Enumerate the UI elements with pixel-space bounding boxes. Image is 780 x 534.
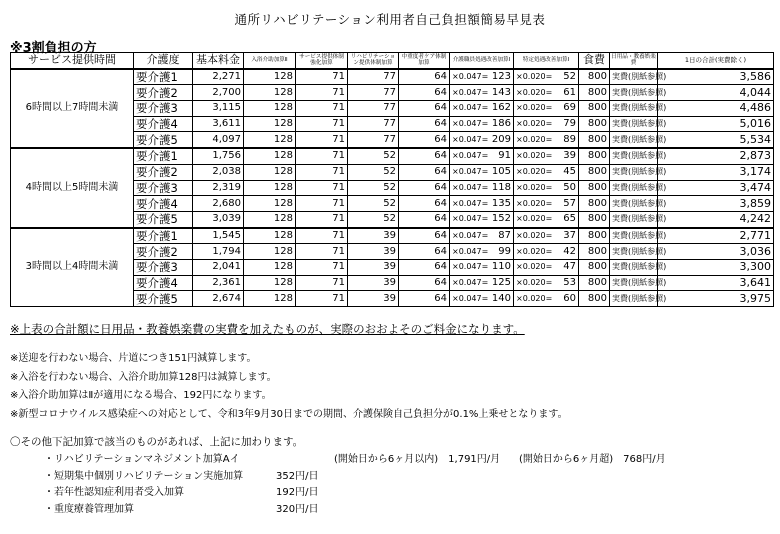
meal-cell: 800 bbox=[579, 180, 610, 196]
staff-improve-cell: 162 bbox=[488, 101, 514, 117]
service-system-cell: 71 bbox=[296, 275, 348, 291]
staff-multiplier-cell: ×0.047= bbox=[450, 228, 488, 244]
special-multiplier-cell: ×0.020= bbox=[514, 180, 556, 196]
special-improve-cell: 39 bbox=[556, 148, 579, 164]
addition-price: 192円/日 bbox=[276, 487, 319, 498]
staff-improve-cell: 87 bbox=[488, 228, 514, 244]
addition-label: ・リハビリテーションマネジメント加算Aイ bbox=[44, 454, 240, 465]
addition-price-after-6-months: (開始日から6ヶ月超) 768円/月 bbox=[519, 454, 666, 465]
meal-cell: 800 bbox=[579, 116, 610, 132]
daily-total-cell: 3,586 bbox=[658, 69, 774, 85]
addition-label: ・若年性認知症利用者受入加算 bbox=[44, 487, 184, 498]
base-fee-cell: 2,038 bbox=[193, 164, 244, 180]
daily-total-cell: 4,486 bbox=[658, 101, 774, 117]
base-fee-cell: 2,680 bbox=[193, 196, 244, 212]
bath-cell: 128 bbox=[244, 244, 296, 260]
daily-total-cell: 3,036 bbox=[658, 244, 774, 260]
daily-total-cell: 4,242 bbox=[658, 211, 774, 227]
daily-items-cell: 実費(別紙参照) bbox=[610, 291, 658, 307]
service-system-cell: 71 bbox=[296, 259, 348, 275]
care-level-cell: 要介護3 bbox=[134, 180, 193, 196]
header-staff-improve: 介護職員処遇改善加算Ⅰ bbox=[450, 53, 514, 69]
rehab-system-cell: 39 bbox=[348, 275, 399, 291]
meal-cell: 800 bbox=[579, 291, 610, 307]
staff-multiplier-cell: ×0.047= bbox=[450, 116, 488, 132]
special-multiplier-cell: ×0.020= bbox=[514, 259, 556, 275]
bath-cell: 128 bbox=[244, 259, 296, 275]
meal-cell: 800 bbox=[579, 69, 610, 85]
staff-improve-cell: 135 bbox=[488, 196, 514, 212]
staff-multiplier-cell: ×0.047= bbox=[450, 291, 488, 307]
staff-improve-cell: 125 bbox=[488, 275, 514, 291]
rehab-system-cell: 39 bbox=[348, 291, 399, 307]
meal-cell: 800 bbox=[579, 211, 610, 227]
special-improve-cell: 42 bbox=[556, 244, 579, 260]
header-bath: 入浴介助加算Ⅱ bbox=[244, 53, 296, 69]
staff-improve-cell: 110 bbox=[488, 259, 514, 275]
care-level-cell: 要介護2 bbox=[134, 164, 193, 180]
care-level-cell: 要介護5 bbox=[134, 291, 193, 307]
meal-cell: 800 bbox=[579, 101, 610, 117]
service-time-cell: 3時間以上4時間未満 bbox=[11, 228, 134, 307]
meal-cell: 800 bbox=[579, 148, 610, 164]
bath-cell: 128 bbox=[244, 132, 296, 148]
daily-total-cell: 3,859 bbox=[658, 196, 774, 212]
service-system-cell: 71 bbox=[296, 148, 348, 164]
daily-items-cell: 実費(別紙参照) bbox=[610, 85, 658, 101]
service-system-cell: 71 bbox=[296, 196, 348, 212]
header-daily-items: 日用品・教養娯楽費 bbox=[610, 53, 658, 69]
staff-improve-cell: 118 bbox=[488, 180, 514, 196]
staff-multiplier-cell: ×0.047= bbox=[450, 244, 488, 260]
care-level-cell: 要介護5 bbox=[134, 132, 193, 148]
staff-multiplier-cell: ×0.047= bbox=[450, 101, 488, 117]
special-multiplier-cell: ×0.020= bbox=[514, 244, 556, 260]
base-fee-cell: 1,756 bbox=[193, 148, 244, 164]
special-improve-cell: 60 bbox=[556, 291, 579, 307]
base-fee-cell: 2,361 bbox=[193, 275, 244, 291]
bath-cell: 128 bbox=[244, 116, 296, 132]
staff-multiplier-cell: ×0.047= bbox=[450, 211, 488, 227]
daily-total-cell: 3,474 bbox=[658, 180, 774, 196]
table-header-row bbox=[11, 53, 774, 69]
special-improve-cell: 45 bbox=[556, 164, 579, 180]
severe-care-cell: 64 bbox=[399, 196, 450, 212]
staff-improve-cell: 91 bbox=[488, 148, 514, 164]
severe-care-cell: 64 bbox=[399, 291, 450, 307]
bath-cell: 128 bbox=[244, 164, 296, 180]
special-improve-cell: 50 bbox=[556, 180, 579, 196]
service-system-cell: 71 bbox=[296, 116, 348, 132]
severe-care-cell: 64 bbox=[399, 132, 450, 148]
base-fee-cell: 2,700 bbox=[193, 85, 244, 101]
bath-cell: 128 bbox=[244, 69, 296, 85]
rehab-system-cell: 52 bbox=[348, 211, 399, 227]
rehab-system-cell: 39 bbox=[348, 228, 399, 244]
table-row bbox=[11, 69, 774, 85]
note-item: ※入浴介助加算はⅡが適用になる場合、192円になります。 bbox=[10, 390, 272, 401]
base-fee-cell: 1,545 bbox=[193, 228, 244, 244]
daily-items-cell: 実費(別紙参照) bbox=[610, 164, 658, 180]
severe-care-cell: 64 bbox=[399, 211, 450, 227]
severe-care-cell: 64 bbox=[399, 164, 450, 180]
special-improve-cell: 52 bbox=[556, 69, 579, 85]
care-level-cell: 要介護3 bbox=[134, 259, 193, 275]
table-row bbox=[11, 148, 774, 164]
base-fee-cell: 4,097 bbox=[193, 132, 244, 148]
rehab-system-cell: 77 bbox=[348, 116, 399, 132]
base-fee-cell: 1,794 bbox=[193, 244, 244, 260]
staff-improve-cell: 186 bbox=[488, 116, 514, 132]
header-special-improve: 特定処遇改善加算Ⅰ bbox=[514, 53, 579, 69]
daily-items-cell: 実費(別紙参照) bbox=[610, 180, 658, 196]
severe-care-cell: 64 bbox=[399, 148, 450, 164]
staff-multiplier-cell: ×0.047= bbox=[450, 275, 488, 291]
special-multiplier-cell: ×0.020= bbox=[514, 85, 556, 101]
rehab-system-cell: 52 bbox=[348, 196, 399, 212]
service-system-cell: 71 bbox=[296, 244, 348, 260]
staff-multiplier-cell: ×0.047= bbox=[450, 85, 488, 101]
staff-multiplier-cell: ×0.047= bbox=[450, 259, 488, 275]
staff-multiplier-cell: ×0.047= bbox=[450, 196, 488, 212]
base-fee-cell: 3,115 bbox=[193, 101, 244, 117]
daily-total-cell: 5,534 bbox=[658, 132, 774, 148]
daily-total-cell: 3,300 bbox=[658, 259, 774, 275]
special-multiplier-cell: ×0.020= bbox=[514, 132, 556, 148]
service-time-cell: 4時間以上5時間未満 bbox=[11, 148, 134, 227]
daily-items-cell: 実費(別紙参照) bbox=[610, 196, 658, 212]
note-item: ※送迎を行わない場合、片道につき151円減算します。 bbox=[10, 353, 257, 364]
staff-improve-cell: 140 bbox=[488, 291, 514, 307]
service-system-cell: 71 bbox=[296, 69, 348, 85]
header-daily-total: 1日の合計(実費除く) bbox=[658, 53, 774, 69]
rehab-system-cell: 39 bbox=[348, 259, 399, 275]
rehab-system-cell: 77 bbox=[348, 132, 399, 148]
rehab-system-cell: 77 bbox=[348, 101, 399, 117]
service-system-cell: 71 bbox=[296, 132, 348, 148]
staff-multiplier-cell: ×0.047= bbox=[450, 180, 488, 196]
addition-label: ・重度療養管理加算 bbox=[44, 503, 134, 515]
header-care-level: 介護度 bbox=[134, 53, 193, 69]
daily-total-cell: 4,044 bbox=[658, 85, 774, 101]
bath-cell: 128 bbox=[244, 180, 296, 196]
daily-items-cell: 実費(別紙参照) bbox=[610, 101, 658, 117]
header-base-fee: 基本料金 bbox=[193, 53, 244, 69]
meal-cell: 800 bbox=[579, 85, 610, 101]
special-improve-cell: 65 bbox=[556, 211, 579, 227]
staff-improve-cell: 99 bbox=[488, 244, 514, 260]
base-fee-cell: 2,041 bbox=[193, 259, 244, 275]
service-system-cell: 71 bbox=[296, 228, 348, 244]
other-additions-heading: 〇その他下記加算で該当のものがあれば、上記に加わります。 bbox=[10, 436, 304, 448]
bath-cell: 128 bbox=[244, 85, 296, 101]
burden-ratio-heading: ※3割負担の方 bbox=[10, 41, 97, 56]
addition-price-within-6-months: (開始日から6ヶ月以内) 1,791円/月 bbox=[334, 454, 501, 465]
header-rehab-system: リハビリテーション提供体制加算 bbox=[348, 53, 399, 69]
care-level-cell: 要介護1 bbox=[134, 69, 193, 85]
severe-care-cell: 64 bbox=[399, 275, 450, 291]
service-time-cell: 6時間以上7時間未満 bbox=[11, 69, 134, 148]
special-improve-cell: 37 bbox=[556, 228, 579, 244]
care-level-cell: 要介護4 bbox=[134, 116, 193, 132]
special-improve-cell: 53 bbox=[556, 275, 579, 291]
severe-care-cell: 64 bbox=[399, 180, 450, 196]
bath-cell: 128 bbox=[244, 196, 296, 212]
daily-items-cell: 実費(別紙参照) bbox=[610, 132, 658, 148]
staff-improve-cell: 123 bbox=[488, 69, 514, 85]
page-title: 通所リハビリテーション利用者自己負担額簡易早見表 bbox=[234, 12, 546, 27]
severe-care-cell: 64 bbox=[399, 85, 450, 101]
service-system-cell: 71 bbox=[296, 85, 348, 101]
header-meal: 食費 bbox=[579, 53, 610, 69]
bath-cell: 128 bbox=[244, 228, 296, 244]
rehab-system-cell: 52 bbox=[348, 180, 399, 196]
rehab-system-cell: 39 bbox=[348, 244, 399, 260]
staff-improve-cell: 209 bbox=[488, 132, 514, 148]
fee-table bbox=[10, 52, 774, 307]
special-multiplier-cell: ×0.020= bbox=[514, 69, 556, 85]
severe-care-cell: 64 bbox=[399, 69, 450, 85]
bath-cell: 128 bbox=[244, 211, 296, 227]
bath-cell: 128 bbox=[244, 148, 296, 164]
header-severe-care: 中重度者ケア体制加算 bbox=[399, 53, 450, 69]
special-multiplier-cell: ×0.020= bbox=[514, 291, 556, 307]
staff-improve-cell: 152 bbox=[488, 211, 514, 227]
care-level-cell: 要介護2 bbox=[134, 85, 193, 101]
severe-care-cell: 64 bbox=[399, 228, 450, 244]
care-level-cell: 要介護4 bbox=[134, 196, 193, 212]
notes-list bbox=[10, 350, 568, 424]
header-service-time: サービス提供時間 bbox=[11, 53, 134, 69]
special-multiplier-cell: ×0.020= bbox=[514, 148, 556, 164]
rehab-system-cell: 77 bbox=[348, 69, 399, 85]
meal-cell: 800 bbox=[579, 196, 610, 212]
staff-multiplier-cell: ×0.047= bbox=[450, 69, 488, 85]
base-fee-cell: 3,611 bbox=[193, 116, 244, 132]
service-system-cell: 71 bbox=[296, 101, 348, 117]
care-level-cell: 要介護2 bbox=[134, 244, 193, 260]
staff-multiplier-cell: ×0.047= bbox=[450, 132, 488, 148]
base-fee-cell: 2,674 bbox=[193, 291, 244, 307]
bath-cell: 128 bbox=[244, 291, 296, 307]
care-level-cell: 要介護4 bbox=[134, 275, 193, 291]
service-system-cell: 71 bbox=[296, 180, 348, 196]
severe-care-cell: 64 bbox=[399, 116, 450, 132]
addition-label: ・短期集中個別リハビリテーション実施加算 bbox=[44, 470, 244, 482]
severe-care-cell: 64 bbox=[399, 259, 450, 275]
meal-cell: 800 bbox=[579, 164, 610, 180]
special-improve-cell: 57 bbox=[556, 196, 579, 212]
daily-items-cell: 実費(別紙参照) bbox=[610, 211, 658, 227]
special-multiplier-cell: ×0.020= bbox=[514, 228, 556, 244]
meal-cell: 800 bbox=[579, 259, 610, 275]
care-level-cell: 要介護1 bbox=[134, 148, 193, 164]
special-improve-cell: 69 bbox=[556, 101, 579, 117]
rehab-system-cell: 52 bbox=[348, 164, 399, 180]
daily-items-cell: 実費(別紙参照) bbox=[610, 148, 658, 164]
staff-multiplier-cell: ×0.047= bbox=[450, 148, 488, 164]
bath-cell: 128 bbox=[244, 101, 296, 117]
total-note: ※上表の合計額に日用品・教養娯楽費の実費を加えたものが、実際のおおよそのご料金になります。 bbox=[10, 322, 525, 336]
daily-items-cell: 実費(別紙参照) bbox=[610, 275, 658, 291]
daily-total-cell: 2,873 bbox=[658, 148, 774, 164]
severe-care-cell: 64 bbox=[399, 101, 450, 117]
meal-cell: 800 bbox=[579, 132, 610, 148]
special-improve-cell: 47 bbox=[556, 259, 579, 275]
note-item: ※入浴を行わない場合、入浴介助加算128円は減算します。 bbox=[10, 371, 277, 383]
service-system-cell: 71 bbox=[296, 211, 348, 227]
daily-total-cell: 3,975 bbox=[658, 291, 774, 307]
special-multiplier-cell: ×0.020= bbox=[514, 196, 556, 212]
special-improve-cell: 79 bbox=[556, 116, 579, 132]
rehab-system-cell: 77 bbox=[348, 85, 399, 101]
daily-items-cell: 実費(別紙参照) bbox=[610, 244, 658, 260]
table-row bbox=[11, 228, 774, 244]
special-multiplier-cell: ×0.020= bbox=[514, 211, 556, 227]
header-service-system: サービス提供体制強化加算 bbox=[296, 53, 348, 69]
bath-cell: 128 bbox=[244, 275, 296, 291]
daily-items-cell: 実費(別紙参照) bbox=[610, 259, 658, 275]
daily-total-cell: 3,641 bbox=[658, 275, 774, 291]
service-system-cell: 71 bbox=[296, 291, 348, 307]
service-system-cell: 71 bbox=[296, 164, 348, 180]
special-multiplier-cell: ×0.020= bbox=[514, 164, 556, 180]
severe-care-cell: 64 bbox=[399, 244, 450, 260]
care-level-cell: 要介護5 bbox=[134, 211, 193, 227]
daily-items-cell: 実費(別紙参照) bbox=[610, 69, 658, 85]
base-fee-cell: 3,039 bbox=[193, 211, 244, 227]
staff-improve-cell: 143 bbox=[488, 85, 514, 101]
addition-price: 352円/日 bbox=[276, 470, 319, 482]
daily-total-cell: 3,174 bbox=[658, 164, 774, 180]
staff-multiplier-cell: ×0.047= bbox=[450, 164, 488, 180]
meal-cell: 800 bbox=[579, 275, 610, 291]
special-improve-cell: 89 bbox=[556, 132, 579, 148]
daily-total-cell: 2,771 bbox=[658, 228, 774, 244]
care-level-cell: 要介護3 bbox=[134, 101, 193, 117]
base-fee-cell: 2,319 bbox=[193, 180, 244, 196]
daily-items-cell: 実費(別紙参照) bbox=[610, 116, 658, 132]
rehab-system-cell: 52 bbox=[348, 148, 399, 164]
base-fee-cell: 2,271 bbox=[193, 69, 244, 85]
special-multiplier-cell: ×0.020= bbox=[514, 116, 556, 132]
staff-improve-cell: 105 bbox=[488, 164, 514, 180]
care-level-cell: 要介護1 bbox=[134, 228, 193, 244]
special-improve-cell: 61 bbox=[556, 85, 579, 101]
special-multiplier-cell: ×0.020= bbox=[514, 101, 556, 117]
daily-items-cell: 実費(別紙参照) bbox=[610, 228, 658, 244]
daily-total-cell: 5,016 bbox=[658, 116, 774, 132]
note-item: ※新型コロナウイルス感染症への対応として、令和3年9月30日までの期間、介護保険自己負担分が0.1%上乗せとなります。 bbox=[10, 408, 568, 420]
special-multiplier-cell: ×0.020= bbox=[514, 275, 556, 291]
meal-cell: 800 bbox=[579, 228, 610, 244]
addition-price: 320円/日 bbox=[276, 503, 319, 515]
meal-cell: 800 bbox=[579, 244, 610, 260]
